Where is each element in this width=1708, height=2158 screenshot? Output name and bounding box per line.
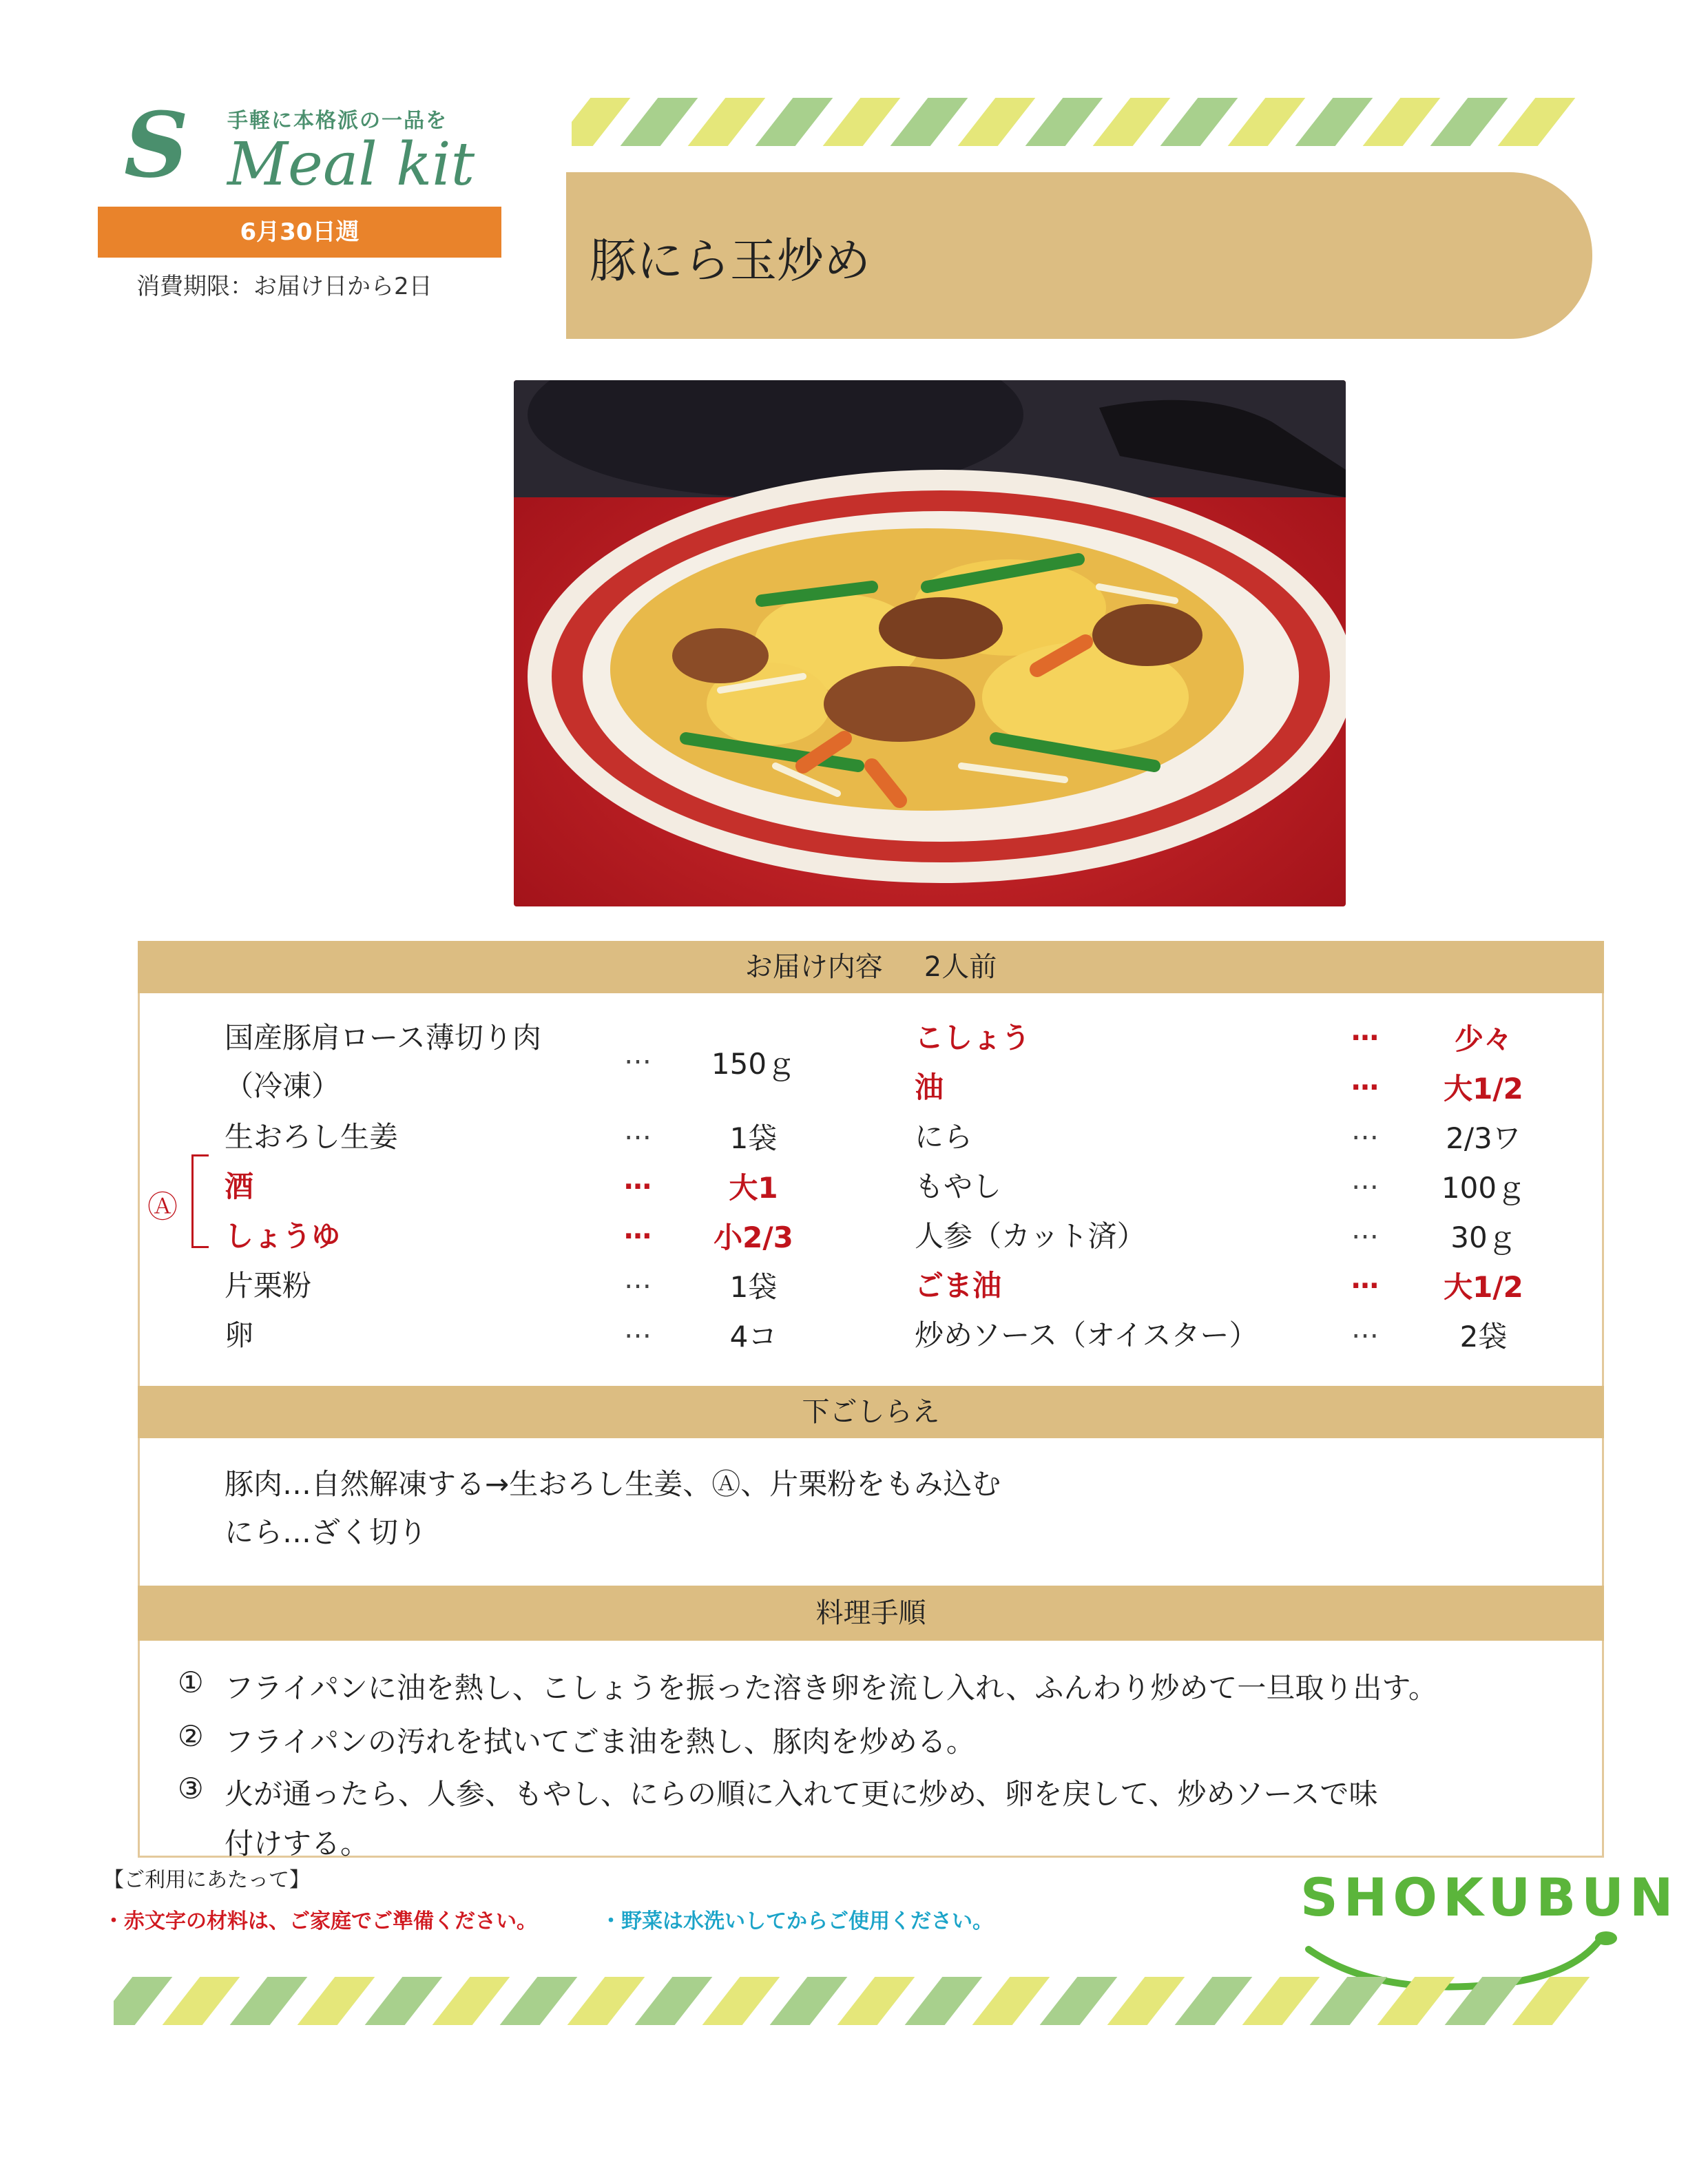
ingredient-right-4-name: もやし <box>915 1170 1002 1203</box>
shokubun-logo: SHOKUBUN <box>1300 1867 1679 1928</box>
step-2-text: フライパンの汚れを拭いてごま油を熱し、豚肉を炒める。 <box>225 1725 975 1758</box>
ingredient-left-1-amount: 150ｇ <box>711 1047 796 1081</box>
ingredient-left-2-name: 生おろし生姜 <box>225 1120 399 1154</box>
contents-label: お届け内容 <box>744 951 883 983</box>
step-1-text: フライパンに油を熱し、こしょうを振った溶き卵を流し入れ、ふんわり炒めて一旦取り出す。 <box>225 1671 1438 1705</box>
prep-line-1: 豚肉…自然解凍する→生おろし生姜、Ⓐ、片栗粉をもみ込む <box>225 1467 1001 1501</box>
notes-red-ingredients: ・赤文字の材料は、ご家庭でご準備ください。 <box>103 1909 537 1933</box>
notes-wash-vegetables: ・野菜は水洗いしてからご使用ください。 <box>601 1909 993 1933</box>
ingredient-right-7-amount: 2袋 <box>1459 1320 1508 1353</box>
dish-photo <box>514 380 1346 906</box>
ingredient-left-3-amount: 大1 <box>729 1171 778 1205</box>
brand-tagline: 手軽に本格派の一品を <box>227 109 448 133</box>
ingredient-right-5-name: 人参（カット済） <box>915 1219 1146 1253</box>
dots: … <box>624 1164 652 1196</box>
step-3-number: ③ <box>178 1772 204 1805</box>
bottom-stripe-band <box>114 1977 1608 2025</box>
ingredient-right-2-amount: 大1/2 <box>1444 1072 1523 1106</box>
step-1-number: ① <box>178 1666 204 1699</box>
dots: … <box>1351 1214 1379 1245</box>
ingredient-right-1-amount: 少々 <box>1454 1022 1512 1056</box>
notes-title: 【ご利用にあたって】 <box>103 1868 310 1892</box>
ingredient-left-1-name: 国産豚肩ロース薄切り肉 <box>225 1021 541 1055</box>
dots: … <box>624 1263 652 1295</box>
contents-header <box>138 941 1604 993</box>
group-a-marker: Ⓐ <box>147 1190 178 1225</box>
prep-line-2: にら…ざく切り <box>225 1515 428 1549</box>
ingredient-right-3-name: にら <box>915 1120 973 1154</box>
ingredient-right-6-name: ごま油 <box>915 1269 1002 1303</box>
logo-meal-kit: Meal kit <box>227 130 475 199</box>
ingredient-left-5-name: 片栗粉 <box>225 1269 312 1303</box>
ingredient-right-2-name: 油 <box>915 1070 944 1104</box>
recipe-title: 豚にら玉炒め <box>590 234 871 289</box>
week-badge: 6月30日週 <box>98 207 501 258</box>
dots: … <box>1351 1313 1379 1345</box>
dots: … <box>1351 1065 1379 1097</box>
dots: … <box>624 1114 652 1146</box>
ingredient-left-6-amount: 4コ <box>729 1320 778 1353</box>
step-2-number: ② <box>178 1719 204 1753</box>
ingredient-left-1-name2: （冷凍） <box>225 1069 341 1103</box>
dots: … <box>1351 1263 1379 1295</box>
dots: … <box>1351 1114 1379 1146</box>
servings-label: 2人前 <box>924 951 997 983</box>
expiry-text: 消費期限：お届け日から2日 <box>136 273 433 300</box>
dots: … <box>1351 1015 1379 1047</box>
ingredient-right-5-amount: 30ｇ <box>1450 1221 1517 1254</box>
ingredient-left-6-name: 卵 <box>225 1318 254 1352</box>
ingredient-left-3-name: 酒 <box>225 1170 254 1203</box>
top-stripe-band <box>572 98 1591 146</box>
ingredient-right-7-name: 炒めソース（オイスター） <box>915 1318 1258 1352</box>
prep-header: 下ごしらえ <box>138 1386 1604 1438</box>
step-3-text-cont: 付けする。 <box>225 1827 370 1860</box>
logo-letter-s: S <box>124 92 189 198</box>
dots: … <box>624 1313 652 1345</box>
steps-header: 料理手順 <box>138 1586 1604 1641</box>
ingredient-left-4-amount: 小2/3 <box>714 1221 793 1254</box>
ingredient-right-6-amount: 大1/2 <box>1444 1270 1523 1304</box>
ingredient-left-4-name: しょうゆ <box>225 1219 341 1253</box>
dish-image <box>514 380 1346 906</box>
dots: … <box>624 1039 652 1070</box>
ingredient-left-2-amount: 1袋 <box>729 1121 778 1155</box>
brand-logo <box>124 92 496 199</box>
ingredient-right-3-amount: 2/3ワ <box>1446 1121 1521 1155</box>
step-3-text: 火が通ったら、人参、もやし、にらの順に入れて更に炒め、卵を戻して、炒めソースで味 <box>225 1777 1378 1811</box>
ingredient-right-4-amount: 100ｇ <box>1441 1171 1526 1205</box>
group-a-bracket <box>191 1154 209 1248</box>
ingredient-left-5-amount: 1袋 <box>729 1270 778 1304</box>
ingredient-right-1-name: こしょう <box>915 1021 1031 1055</box>
dots: … <box>1351 1164 1379 1196</box>
dots: … <box>624 1214 652 1245</box>
